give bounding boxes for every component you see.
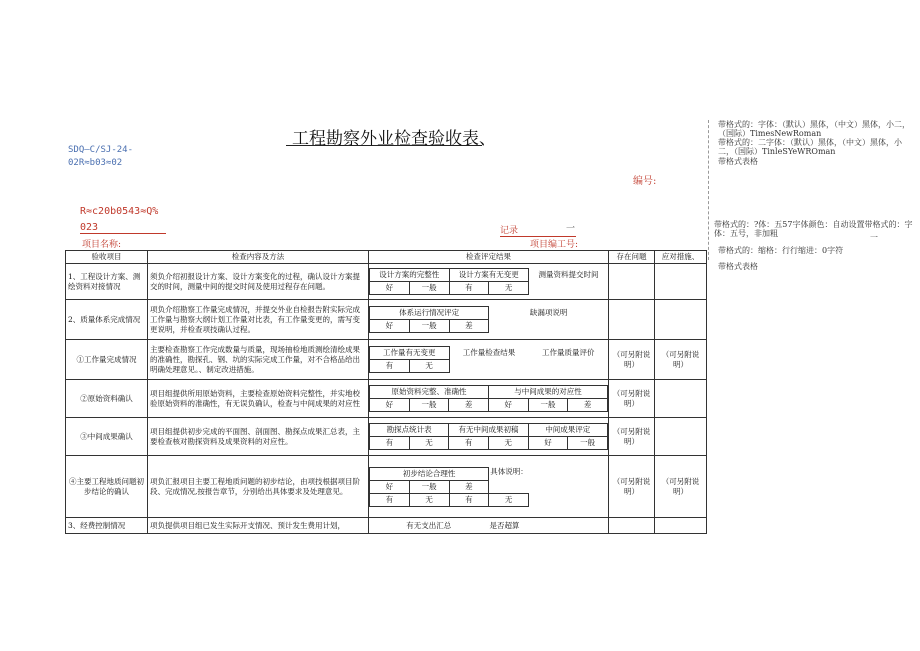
header-problem: 存在问题 [609, 251, 655, 264]
format-note-2: 带格式的：二字体：（默认）黑体，（中文）黑体，小二，（国际）TinleSYeWROman [718, 138, 902, 156]
row-problem: （可另附说明） [609, 380, 655, 418]
red-code-line2: 023 [80, 222, 166, 234]
header-item: 验收项目 [66, 251, 148, 264]
title-underline [286, 145, 482, 146]
row-eval: 体系运行情况评定 缺漏项说明 好 一般 差 [369, 300, 609, 340]
project-name-label: 项目名称: [82, 240, 122, 250]
format-note-4b: 一 [870, 233, 878, 242]
row-problem: （可另附说明） [609, 418, 655, 456]
header-measure: 应对措施、 [655, 251, 707, 264]
row-problem: （可另附说明） [609, 456, 655, 518]
project-no-label: 项目编工号: [530, 240, 579, 250]
row-eval: 初步结论合理性 具体说明： 好 一般 差 有 无 有 无 [369, 456, 609, 518]
notes-connector [708, 120, 709, 260]
header-content: 检查内容及方法 [148, 251, 369, 264]
dash-mark: 一 [566, 224, 576, 234]
row-measure: （可另附说明） [655, 456, 707, 518]
row-item: ④主要工程地质问题初步结论的确认 [66, 456, 148, 518]
table-header-row [66, 251, 707, 264]
row-content: 项负提供项目组已发生实际开支情况、预计发生费用计划， [148, 518, 369, 534]
table-row [66, 418, 707, 456]
row-item: ③中间成果确认 [66, 418, 148, 456]
table-row [66, 300, 707, 340]
row-item: ①工作量完成情况 [66, 340, 148, 380]
row-content: 主要检查勘察工作完成数量与质量，现场抽检地质测绘清绘成果的准确性，勘探孔、钢、坑的实际完成工作量，对不合格品给出明确处理意见。、制定改进措施。 [148, 340, 369, 380]
row-content: 项目组提供初步完成的平面图、剖面图、勘探点成果汇总表，主要检查核对勘探资料及成果资料的对应性。 [148, 418, 369, 456]
row-item: 3、经费控制情况 [66, 518, 148, 534]
doc-code-line2: 02R≈b03≈02 [68, 158, 123, 168]
red-code-line1: R≈c20b0543≈Q% [80, 206, 159, 217]
row-item: 2、质量体系完成情况 [66, 300, 148, 340]
table-row [66, 264, 707, 300]
table-row [66, 340, 707, 380]
inspection-table [65, 250, 707, 534]
format-note-6: 带格式表格 [718, 262, 758, 271]
row-eval: 设计方案的完整性 设计方案有无变更 测量资料提交时间 好 一般 有 无 [369, 264, 609, 300]
table-row [66, 380, 707, 418]
format-note-3: 带格式表格 [718, 157, 758, 166]
row-eval: 原始资料完整、准确性 与中间成果的对应性 好 一般 差 好 一般 差 [369, 380, 609, 418]
row-item: ②原始资料确认 [66, 380, 148, 418]
format-note-5: 带格式的：缩格：行行缩进：0字符 [718, 246, 844, 255]
row-content: 须负介绍初报设计方案、设计方案变化的过程，确认设计方案提交的时间，测量中间的提交时间及使用过程存在问题。 [148, 264, 369, 300]
row-measure: （可另附说明） [655, 340, 707, 380]
row-eval: 有无支出汇总 是否超算 [369, 518, 609, 534]
header-eval: 检查评定结果 [369, 251, 609, 264]
row-content: 项负汇报项目主要工程地质问题的初步结论，由项技根据项目阶段、完成情况,按报告章节，分别给出具体要求及处理意见。 [148, 456, 369, 518]
table-row [66, 518, 707, 534]
page-title: 工程勘察外业检查验收表、 [292, 129, 496, 149]
record-label: 记录 [500, 223, 576, 237]
row-item: 1、工程设计方案、测绘资料对接情况 [66, 264, 148, 300]
doc-code-line1: SDQ—C/SJ-24- [68, 145, 134, 155]
row-content: 项负介绍勘察工作量完成情况，并提交外业自检报告附实际完成工作量与勘察大纲计划工作量对比表，有工作量变更的，需写变更说明，并检查项技确认过程。 [148, 300, 369, 340]
row-problem: （可另附说明） [609, 340, 655, 380]
format-note-4: 带格式的：?体：五57字体颜色：自动设置带格式的：字体：五号，非加粗 [714, 220, 913, 238]
format-note-1: 带格式的：字体：（默认）黑体，（中文）黑体，小二，（国际）TimesNewRoman [718, 120, 910, 138]
table-row [66, 456, 707, 518]
row-content: 项目组提供所用原始资料，主要检查原始资料完整性，并实地校验原始资料的准确性，有无误负确认，检查与中间成果的对应性 [148, 380, 369, 418]
row-eval: 工作量有无变更 工作量检查结果 工作量质量评价 有 无 [369, 340, 609, 380]
row-eval: 勘探点统计表 有无中间成果初稿 中间成果评定 有 无 有 无 好 一般 [369, 418, 609, 456]
bianhao-label: 编号: [633, 176, 657, 187]
